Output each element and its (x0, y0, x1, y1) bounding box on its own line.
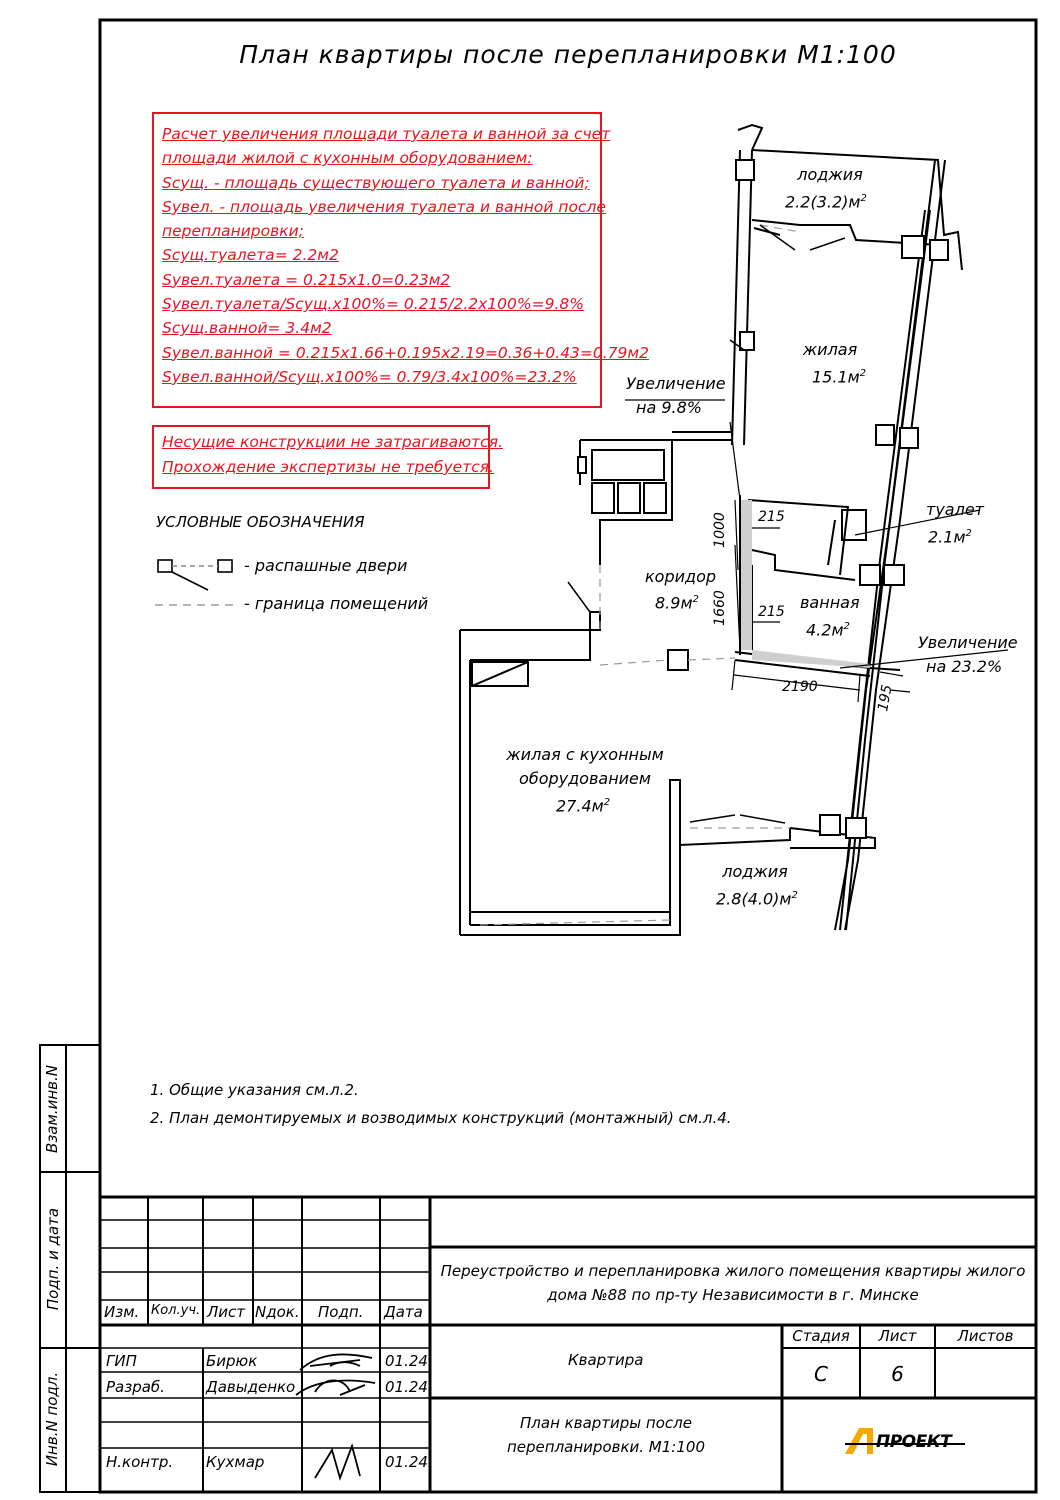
tb-role-nkontr: Н.контр. (106, 1453, 174, 1471)
room-corridor-area: $8.9м^2$ (655, 593, 699, 613)
tb-stage-value: С (814, 1362, 828, 1386)
company-logo-text: ПРОЕКТ (876, 1432, 952, 1452)
legend-symbols (155, 560, 235, 605)
calc-line: Sувел.туалета/Sсущ.х100%= 0.215/2.2х100%=9.8% (162, 295, 584, 314)
room-kitchen-name-2: оборудованием (519, 769, 651, 788)
callout-toilet-increase-2: на 9.8% (636, 398, 702, 417)
general-note-2: 2. План демонтируемых и возводимых конструкций (монтажный) см.л.4. (150, 1109, 732, 1127)
room-toilet-name: туалет (926, 500, 984, 519)
room-kitchen-area: $27.4м^2$ (556, 796, 611, 816)
plan-doors (568, 225, 845, 823)
tb-header-podp: Подп. (318, 1303, 364, 1321)
dim-2190: 2190 (782, 679, 818, 695)
tb-role-razrab: Разраб. (106, 1378, 165, 1396)
callout-toilet-increase-1: Увеличение (626, 374, 726, 393)
room-loggia-bottom-name: лоджия (722, 862, 788, 881)
project-title-line-1: Переустройство и перепланировка жилого помещения квартиры жилого (440, 1262, 1026, 1280)
project-title-line-2: дома №88 по пр-ту Независимости в г. Минске (547, 1286, 919, 1304)
tb-name-nkontr: Кухмар (206, 1453, 265, 1471)
calc-line: Sувел. - площадь увеличения туалета и ванной после (162, 197, 606, 216)
room-loggia-bottom-area: $2.8(4.0)м^2$ (716, 889, 798, 909)
tb-name-gip: Бирюк (206, 1352, 258, 1370)
room-kitchen-name-1: жилая с кухонным (506, 745, 664, 764)
room-living-name: жилая (802, 340, 858, 359)
room-loggia-top-name: лоджия (797, 165, 863, 184)
tb-object: Квартира (568, 1351, 644, 1369)
room-toilet-area: $2.1м^2$ (928, 527, 972, 547)
tb-date-gip: 01.24 (385, 1352, 428, 1370)
room-loggia-top-area: $2.2(3.2)м^2$ (785, 192, 867, 212)
dim-215-toilet: 215 (758, 509, 785, 525)
calculation-box (152, 112, 649, 408)
note-line: Несущие конструкции не затрагиваются. (162, 433, 503, 451)
tb-name-razrab: Давыденко (206, 1378, 296, 1396)
page-title: План квартиры после перепланировки М1:100 (239, 40, 897, 69)
legend-heading: УСЛОВНЫЕ ОБОЗНАЧЕНИЯ (156, 513, 365, 531)
calc-line: перепланировки; (162, 222, 304, 241)
dim-1660: 1660 (711, 590, 728, 626)
tb-header-list: Лист (207, 1303, 246, 1321)
tb-role-gip: ГИП (106, 1352, 137, 1370)
side-label-inv-vzam: Взам.инв.N (43, 1065, 61, 1153)
calc-line: Расчет увеличения площади туалета и ванной за счет (162, 125, 611, 143)
tb-sheet-value: 6 (891, 1362, 904, 1386)
calc-line: Sувел.ванной/Sсущ.х100%= 0.79/3.4х100%=23.2% (162, 367, 577, 386)
tb-drawing-name-1: План квартиры после (520, 1414, 692, 1432)
dim-195: 195 (875, 683, 896, 713)
room-corridor-name: коридор (645, 567, 717, 586)
tb-sheets-label: Листов (957, 1327, 1014, 1345)
side-label-podp-data: Подп. и дата (44, 1207, 62, 1311)
callout-bath-increase-2: на 23.2% (926, 657, 1003, 676)
calc-line: Sувел.ванной = 0.215х1.66+0.195х2.19=0.36+0.43=0.79м2 (162, 343, 649, 362)
calc-line: Sувел.туалета = 0.215х1.0=0.23м2 (162, 270, 451, 289)
calc-line: Sсущ.ванной= 3.4м2 (162, 319, 332, 338)
tb-header-kolych: Кол.уч. (151, 1303, 201, 1318)
tb-sheet-label: Лист (878, 1327, 917, 1345)
dim-1000: 1000 (711, 512, 728, 548)
tb-stage-label: Стадия (792, 1327, 850, 1345)
calc-line: площади жилой с кухонным оборудованием: (162, 149, 533, 168)
legend-doors-label: - распашные двери (244, 556, 408, 575)
calc-line: Sсущ. - площадь существующего туалета и ванной; (162, 173, 590, 192)
callout-bath-increase-1: Увеличение (918, 633, 1018, 652)
signatures (296, 1354, 375, 1478)
calc-line: Sсущ.туалета= 2.2м2 (162, 246, 339, 265)
tb-date-razrab: 01.24 (385, 1378, 428, 1396)
legend-boundary-label: - граница помещений (244, 594, 429, 613)
room-bath-area: $4.2м^2$ (806, 620, 850, 640)
note-line: Прохождение экспертизы не требуется. (162, 458, 495, 476)
side-label-inv-podl: Инв.N подл. (43, 1371, 61, 1467)
tb-header-ndok: Nдок. (255, 1303, 300, 1321)
tb-header-izm: Изм. (104, 1303, 140, 1321)
tb-header-data: Дата (384, 1303, 423, 1321)
tb-date-nkontr: 01.24 (385, 1453, 428, 1471)
general-note-1: 1. Общие указания см.л.2. (150, 1081, 359, 1099)
dim-215-bath: 215 (758, 604, 785, 620)
room-living-area: $15.1м^2$ (812, 367, 867, 387)
structural-note-box (152, 425, 503, 489)
room-bath-name: ванная (800, 593, 860, 612)
tb-drawing-name-2: перепланировки. М1:100 (507, 1438, 705, 1456)
